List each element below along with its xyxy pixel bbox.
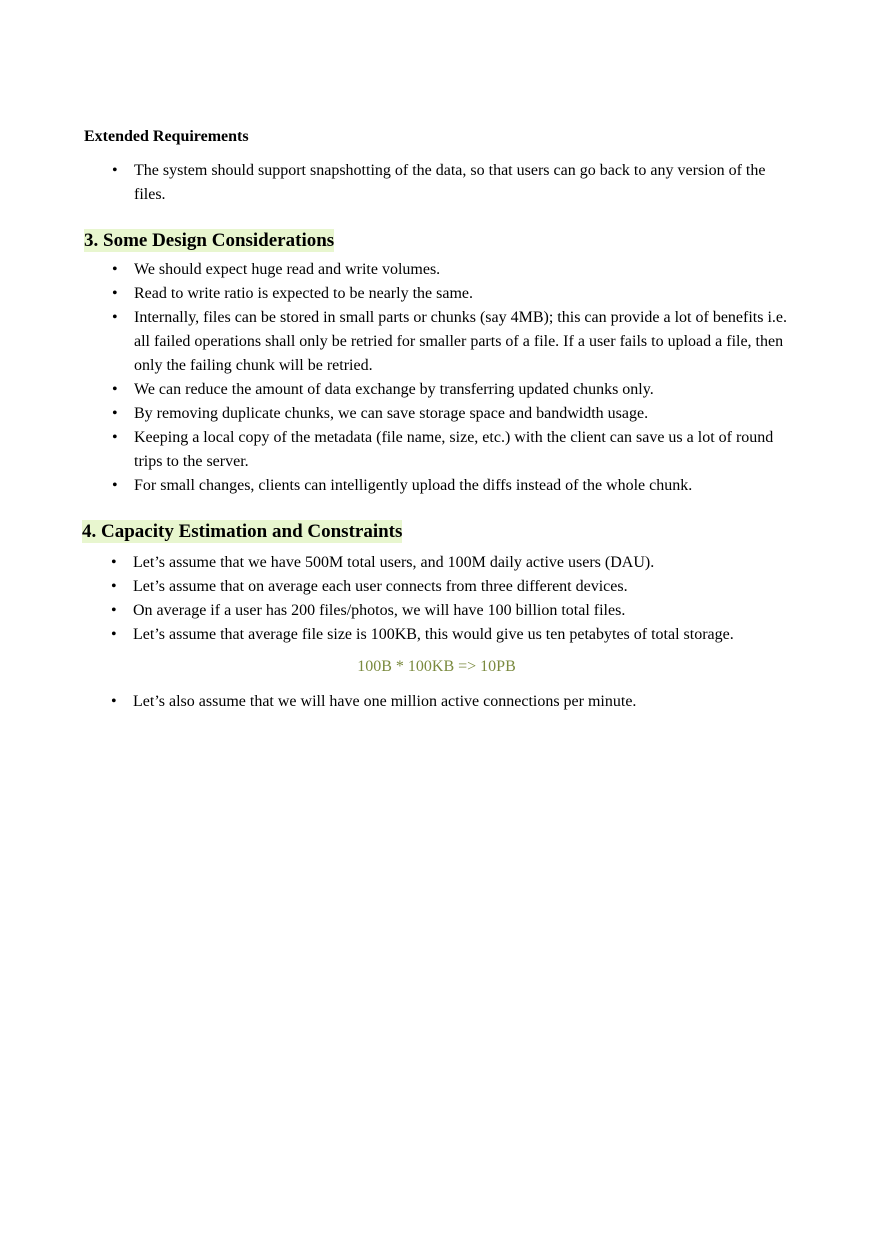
bullet-icon: • [111, 602, 117, 619]
design-considerations-heading: 3. Some Design Considerations [84, 230, 335, 251]
list-item-text: We should expect huge read and write volumes. [134, 261, 441, 278]
list-item-text: Let’s also assume that we will have one million active connections per minute. [133, 693, 637, 710]
list-item-text: We can reduce the amount of data exchange by transferring updated chunks only. [134, 381, 654, 398]
list-item-text: Let’s assume that we have 500M total users, and 100M daily active users (DAU). [133, 554, 655, 571]
list-item [112, 402, 792, 426]
bullet-icon: • [111, 554, 117, 571]
list-item-text: Let’s assume that average file size is 100KB, this would give us ten petabytes of total storage. [133, 626, 734, 643]
bullet-icon: • [111, 693, 117, 710]
list-item [112, 258, 792, 282]
list-item-text: Keeping a local copy of the metadata (file name, size, etc.) with the client can save us a lot of round trips to the server. [134, 429, 774, 470]
list-item [111, 551, 791, 575]
bullet-icon: • [111, 626, 117, 643]
bullet-icon: • [112, 429, 118, 446]
list-item-text: Internally, files can be stored in small parts or chunks (say 4MB); this can provide a lot of benefits i.e. all failed operations shall only be retried for smaller parts of a file. If a user fails to upload a file, then only the failing chunk will be retried. [134, 309, 788, 374]
list-item [111, 690, 791, 714]
list-item-text: By removing duplicate chunks, we can save storage space and bandwidth usage. [134, 405, 649, 422]
bullet-icon: • [111, 578, 117, 595]
bullet-icon: • [112, 309, 118, 326]
design-considerations-list [112, 258, 792, 498]
list-item-text: On average if a user has 200 files/photos, we will have 100 billion total files. [133, 602, 626, 619]
list-item-text: Let’s assume that on average each user connects from three different devices. [133, 578, 628, 595]
list-item [112, 306, 792, 378]
list-item [111, 623, 791, 647]
list-item [112, 282, 792, 306]
capacity-estimation-heading: 4. Capacity Estimation and Constraints [82, 521, 403, 542]
list-item [112, 159, 792, 207]
extended-requirements-list [112, 159, 792, 207]
list-item [112, 474, 792, 498]
extended-requirements-heading: Extended Requirements [84, 128, 249, 145]
list-item [111, 599, 791, 623]
bullet-icon: • [112, 477, 118, 494]
list-item [111, 575, 791, 599]
capacity-estimation-list-continued [111, 690, 791, 714]
list-item-text: Read to write ratio is expected to be nearly the same. [134, 285, 473, 302]
bullet-icon: • [112, 381, 118, 398]
bullet-icon: • [112, 405, 118, 422]
list-item-text: For small changes, clients can intelligently upload the diffs instead of the whole chunk. [134, 477, 693, 494]
storage-formula: 100B * 100KB => 10PB [357, 658, 516, 675]
bullet-icon: • [112, 285, 118, 302]
bullet-icon: • [112, 261, 118, 278]
list-item-text: The system should support snapshotting of the data, so that users can go back to any version of the files. [134, 162, 766, 203]
bullet-icon: • [112, 162, 118, 179]
capacity-estimation-list [111, 551, 791, 647]
list-item [112, 378, 792, 402]
list-item [112, 426, 792, 474]
